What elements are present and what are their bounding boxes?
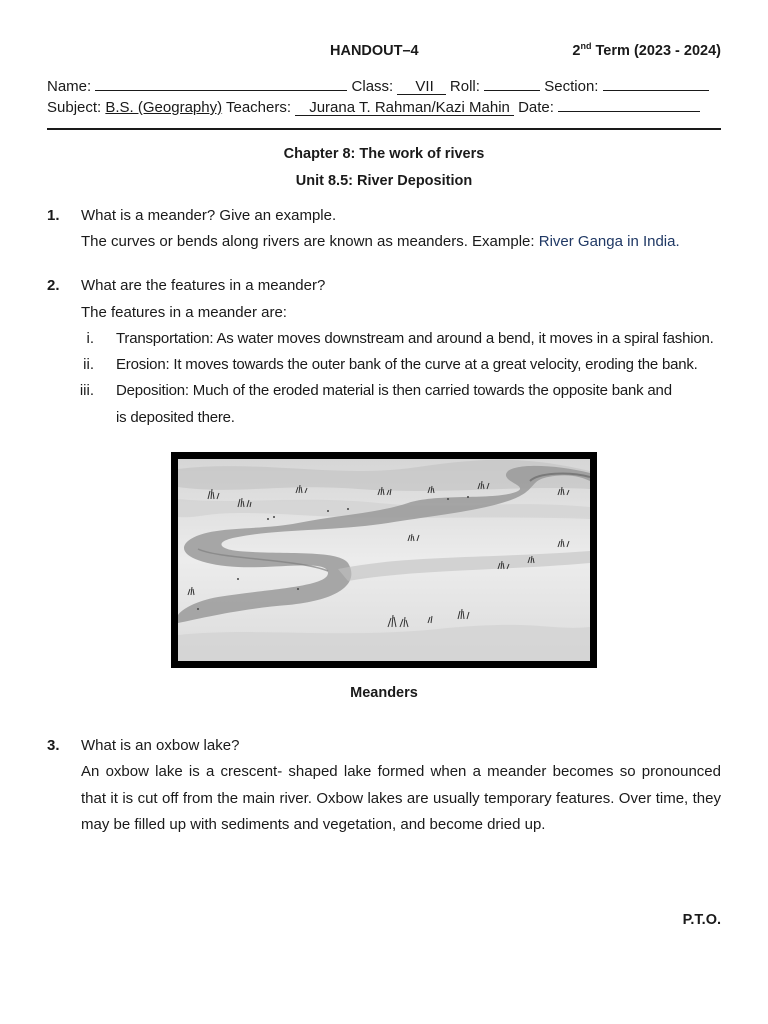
answer-prefix: The curves or bends along rivers are known as meanders. Example: xyxy=(81,233,535,250)
answer-text xyxy=(81,233,680,250)
date-label: Date: xyxy=(518,99,554,116)
list-marker: i. xyxy=(86,330,94,347)
list-item: Transportation: As water moves downstream and around a bend, it moves in a spiral fashion. xyxy=(116,330,714,347)
list-item: Erosion: It moves towards the outer bank of the curve at a great velocity, eroding the bank. xyxy=(116,356,698,373)
meander-illustration-icon xyxy=(178,459,590,661)
list-item-continuation: is deposited there. xyxy=(116,409,235,426)
question-number: 1. xyxy=(47,207,60,224)
chapter-title: Chapter 8: The work of rivers xyxy=(283,146,485,162)
question-text: What is an oxbow lake? xyxy=(81,737,240,754)
meander-figure xyxy=(171,452,597,668)
teachers-label: Teachers: xyxy=(226,99,292,116)
date-blank[interactable] xyxy=(558,97,700,112)
list-marker: iii. xyxy=(79,382,94,399)
teachers-value: Jurana T. Rahman/Kazi Mahin xyxy=(295,100,514,116)
question-text: What are the features in a meander? xyxy=(81,277,326,294)
answer-intro: The features in a meander are: xyxy=(81,304,287,321)
term-number: 2 xyxy=(572,43,581,59)
list-item: Deposition: Much of the eroded material is then carried towards the opposite bank and xyxy=(116,382,672,399)
roll-blank[interactable] xyxy=(484,76,540,91)
handout-title: HANDOUT–4 xyxy=(330,43,419,59)
class-value[interactable]: VII xyxy=(397,79,445,95)
figure-caption: Meanders xyxy=(350,685,418,701)
section-blank[interactable] xyxy=(603,76,709,91)
list-marker: ii. xyxy=(83,356,94,373)
subject-label: Subject: xyxy=(47,99,102,116)
term-superscript: nd xyxy=(580,41,592,51)
subject-info-line xyxy=(47,97,700,116)
name-label: Name: xyxy=(47,78,92,95)
student-info-line xyxy=(47,76,709,95)
unit-title: Unit 8.5: River Deposition xyxy=(295,173,473,189)
answer-paragraph: An oxbow lake is a crescent- shaped lake formed when a meander becomes so pronounced that it is cut off from the main river. Oxbow lakes are usually temporary features. Over time, they may be filled up with sediments and vegetation, and become dried up. xyxy=(81,763,721,833)
subject-value: B.S. (Geography) xyxy=(105,99,223,116)
pto-label: P.T.O. xyxy=(682,912,721,928)
header-divider xyxy=(47,128,721,130)
section-label: Section: xyxy=(544,78,599,95)
term-label xyxy=(572,43,721,59)
term-text: Term (2023 - 2024) xyxy=(591,43,721,59)
class-label: Class: xyxy=(351,78,394,95)
question-text: What is a meander? Give an example. xyxy=(81,207,337,224)
name-blank[interactable] xyxy=(95,76,347,91)
roll-label: Roll: xyxy=(449,78,480,95)
question-number: 3. xyxy=(47,737,60,754)
question-number: 2. xyxy=(47,277,60,294)
answer-example: River Ganga in India. xyxy=(538,233,680,250)
